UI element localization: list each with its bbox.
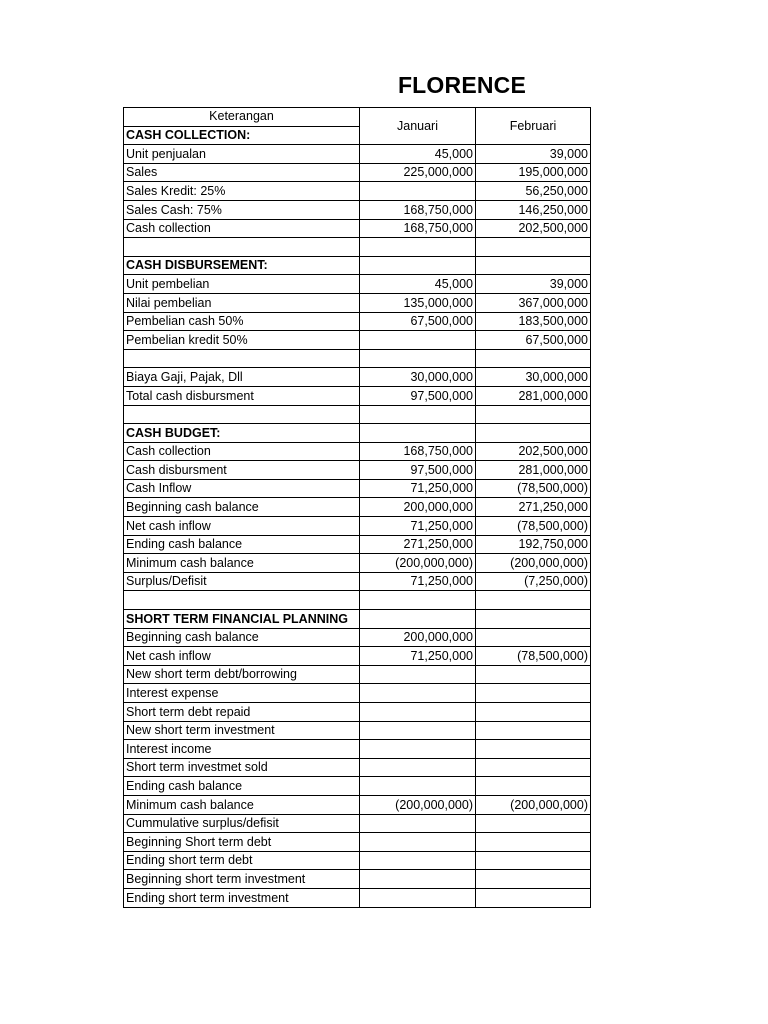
januari-value xyxy=(360,256,476,275)
table-row xyxy=(124,461,591,480)
januari-value: 271,250,000 xyxy=(360,535,476,554)
row-label: Net cash inflow xyxy=(124,517,360,536)
row-label: New short term debt/borrowing xyxy=(124,665,360,684)
row-label: Ending cash balance xyxy=(124,535,360,554)
table-row xyxy=(124,145,591,164)
januari-value: 200,000,000 xyxy=(360,628,476,647)
februari-value: 56,250,000 xyxy=(476,182,591,201)
januari-value xyxy=(360,331,476,350)
table-row xyxy=(124,219,591,238)
table-row xyxy=(124,293,591,312)
row-label: Surplus/Defisit xyxy=(124,572,360,591)
januari-value: 97,500,000 xyxy=(360,461,476,480)
februari-value: 281,000,000 xyxy=(476,461,591,480)
januari-value xyxy=(360,182,476,201)
januari-value: 168,750,000 xyxy=(360,200,476,219)
januari-value xyxy=(360,591,476,610)
table-row xyxy=(124,777,591,796)
row-label: Minimum cash balance xyxy=(124,795,360,814)
februari-value: (200,000,000) xyxy=(476,554,591,573)
cash-budget-table xyxy=(123,107,591,908)
januari-value: 71,250,000 xyxy=(360,572,476,591)
row-label: Unit pembelian xyxy=(124,275,360,294)
row-label: Pembelian kredit 50% xyxy=(124,331,360,350)
februari-value xyxy=(476,703,591,722)
row-label xyxy=(124,405,360,424)
table-row xyxy=(124,647,591,666)
januari-value: 168,750,000 xyxy=(360,219,476,238)
februari-value: 39,000 xyxy=(476,275,591,294)
januari-value: 168,750,000 xyxy=(360,442,476,461)
januari-value: 200,000,000 xyxy=(360,498,476,517)
row-label: Ending cash balance xyxy=(124,777,360,796)
header-januari: Januari xyxy=(360,108,476,145)
februari-value: 183,500,000 xyxy=(476,312,591,331)
table-row xyxy=(124,684,591,703)
row-label: CASH DISBURSEMENT: xyxy=(124,256,360,275)
februari-value: (7,250,000) xyxy=(476,572,591,591)
januari-value: 67,500,000 xyxy=(360,312,476,331)
header-row xyxy=(124,108,591,127)
februari-value: 202,500,000 xyxy=(476,442,591,461)
januari-value xyxy=(360,851,476,870)
row-label: Cash collection xyxy=(124,442,360,461)
table-row xyxy=(124,703,591,722)
januari-value xyxy=(360,665,476,684)
januari-value xyxy=(360,349,476,368)
table-row xyxy=(124,405,591,424)
row-label: Beginning cash balance xyxy=(124,498,360,517)
januari-value: 71,250,000 xyxy=(360,517,476,536)
row-label: Short term debt repaid xyxy=(124,703,360,722)
februari-value: 67,500,000 xyxy=(476,331,591,350)
januari-value xyxy=(360,405,476,424)
februari-value xyxy=(476,256,591,275)
table-row xyxy=(124,628,591,647)
januari-value: 45,000 xyxy=(360,145,476,164)
table-row xyxy=(124,368,591,387)
row-label: Beginning cash balance xyxy=(124,628,360,647)
table-row xyxy=(124,572,591,591)
table-row xyxy=(124,610,591,629)
table-row xyxy=(124,331,591,350)
februari-value: 367,000,000 xyxy=(476,293,591,312)
februari-value xyxy=(476,740,591,759)
row-label: Sales Cash: 75% xyxy=(124,200,360,219)
row-label: Beginning short term investment xyxy=(124,870,360,889)
februari-value: (78,500,000) xyxy=(476,517,591,536)
table-row xyxy=(124,554,591,573)
februari-value xyxy=(476,888,591,907)
row-label: Unit penjualan xyxy=(124,145,360,164)
februari-value xyxy=(476,665,591,684)
header-keterangan: Keterangan xyxy=(124,108,360,127)
januari-value xyxy=(360,740,476,759)
februari-value: (200,000,000) xyxy=(476,795,591,814)
row-label: Ending short term investment xyxy=(124,888,360,907)
row-label: Pembelian cash 50% xyxy=(124,312,360,331)
header-februari: Februari xyxy=(476,108,591,145)
table-row xyxy=(124,479,591,498)
januari-value: (200,000,000) xyxy=(360,554,476,573)
row-label: Interest expense xyxy=(124,684,360,703)
table-row xyxy=(124,312,591,331)
februari-value xyxy=(476,405,591,424)
februari-value xyxy=(476,833,591,852)
row-label: Cash collection xyxy=(124,219,360,238)
table-row xyxy=(124,870,591,889)
januari-value: 225,000,000 xyxy=(360,163,476,182)
januari-value xyxy=(360,610,476,629)
table-row xyxy=(124,758,591,777)
februari-value xyxy=(476,777,591,796)
table-row xyxy=(124,888,591,907)
februari-value xyxy=(476,424,591,443)
januari-value xyxy=(360,758,476,777)
table-row xyxy=(124,238,591,257)
row-label: CASH BUDGET: xyxy=(124,424,360,443)
februari-value: 192,750,000 xyxy=(476,535,591,554)
februari-value: (78,500,000) xyxy=(476,479,591,498)
januari-value xyxy=(360,703,476,722)
row-label: Sales Kredit: 25% xyxy=(124,182,360,201)
row-label: Minimum cash balance xyxy=(124,554,360,573)
januari-value xyxy=(360,238,476,257)
row-label xyxy=(124,591,360,610)
februari-value xyxy=(476,349,591,368)
row-label: Net cash inflow xyxy=(124,647,360,666)
row-label: Beginning Short term debt xyxy=(124,833,360,852)
februari-value xyxy=(476,721,591,740)
januari-value: 71,250,000 xyxy=(360,647,476,666)
section-label: CASH COLLECTION: xyxy=(124,126,360,145)
table-row xyxy=(124,851,591,870)
row-label: Interest income xyxy=(124,740,360,759)
februari-value: 39,000 xyxy=(476,145,591,164)
table-row xyxy=(124,721,591,740)
februari-value: 30,000,000 xyxy=(476,368,591,387)
table-row xyxy=(124,795,591,814)
januari-value: (200,000,000) xyxy=(360,795,476,814)
table-row xyxy=(124,442,591,461)
row-label: Sales xyxy=(124,163,360,182)
februari-value: 271,250,000 xyxy=(476,498,591,517)
row-label: Cash disbursment xyxy=(124,461,360,480)
row-label xyxy=(124,238,360,257)
table-row xyxy=(124,665,591,684)
februari-value xyxy=(476,628,591,647)
table-row xyxy=(124,498,591,517)
table-row xyxy=(124,275,591,294)
februari-value xyxy=(476,870,591,889)
januari-value: 30,000,000 xyxy=(360,368,476,387)
februari-value xyxy=(476,814,591,833)
januari-value xyxy=(360,814,476,833)
januari-value: 135,000,000 xyxy=(360,293,476,312)
table-row xyxy=(124,386,591,405)
row-label: Total cash disbursment xyxy=(124,386,360,405)
januari-value xyxy=(360,833,476,852)
row-label: SHORT TERM FINANCIAL PLANNING xyxy=(124,610,360,629)
row-label: Cummulative surplus/defisit xyxy=(124,814,360,833)
januari-value xyxy=(360,424,476,443)
januari-value xyxy=(360,888,476,907)
row-label: Ending short term debt xyxy=(124,851,360,870)
table-row xyxy=(124,349,591,368)
row-label: New short term investment xyxy=(124,721,360,740)
februari-value xyxy=(476,684,591,703)
januari-value xyxy=(360,721,476,740)
februari-value: (78,500,000) xyxy=(476,647,591,666)
januari-value: 71,250,000 xyxy=(360,479,476,498)
februari-value xyxy=(476,851,591,870)
februari-value: 281,000,000 xyxy=(476,386,591,405)
table-row xyxy=(124,163,591,182)
januari-value: 97,500,000 xyxy=(360,386,476,405)
table-row xyxy=(124,256,591,275)
februari-value xyxy=(476,591,591,610)
februari-value xyxy=(476,758,591,777)
table-row xyxy=(124,814,591,833)
table-row xyxy=(124,740,591,759)
februari-value xyxy=(476,238,591,257)
page-title: FLORENCE xyxy=(397,72,527,98)
februari-value xyxy=(476,610,591,629)
januari-value xyxy=(360,684,476,703)
januari-value: 45,000 xyxy=(360,275,476,294)
row-label: Biaya Gaji, Pajak, Dll xyxy=(124,368,360,387)
table-row xyxy=(124,424,591,443)
row-label: Nilai pembelian xyxy=(124,293,360,312)
row-label: Cash Inflow xyxy=(124,479,360,498)
row-label xyxy=(124,349,360,368)
februari-value: 195,000,000 xyxy=(476,163,591,182)
februari-value: 146,250,000 xyxy=(476,200,591,219)
table-row xyxy=(124,517,591,536)
row-label: Short term investmet sold xyxy=(124,758,360,777)
table-row xyxy=(124,535,591,554)
februari-value: 202,500,000 xyxy=(476,219,591,238)
table-row xyxy=(124,182,591,201)
table-row xyxy=(124,200,591,219)
table-body xyxy=(124,108,591,908)
table-row xyxy=(124,591,591,610)
januari-value xyxy=(360,777,476,796)
table-row xyxy=(124,833,591,852)
januari-value xyxy=(360,870,476,889)
